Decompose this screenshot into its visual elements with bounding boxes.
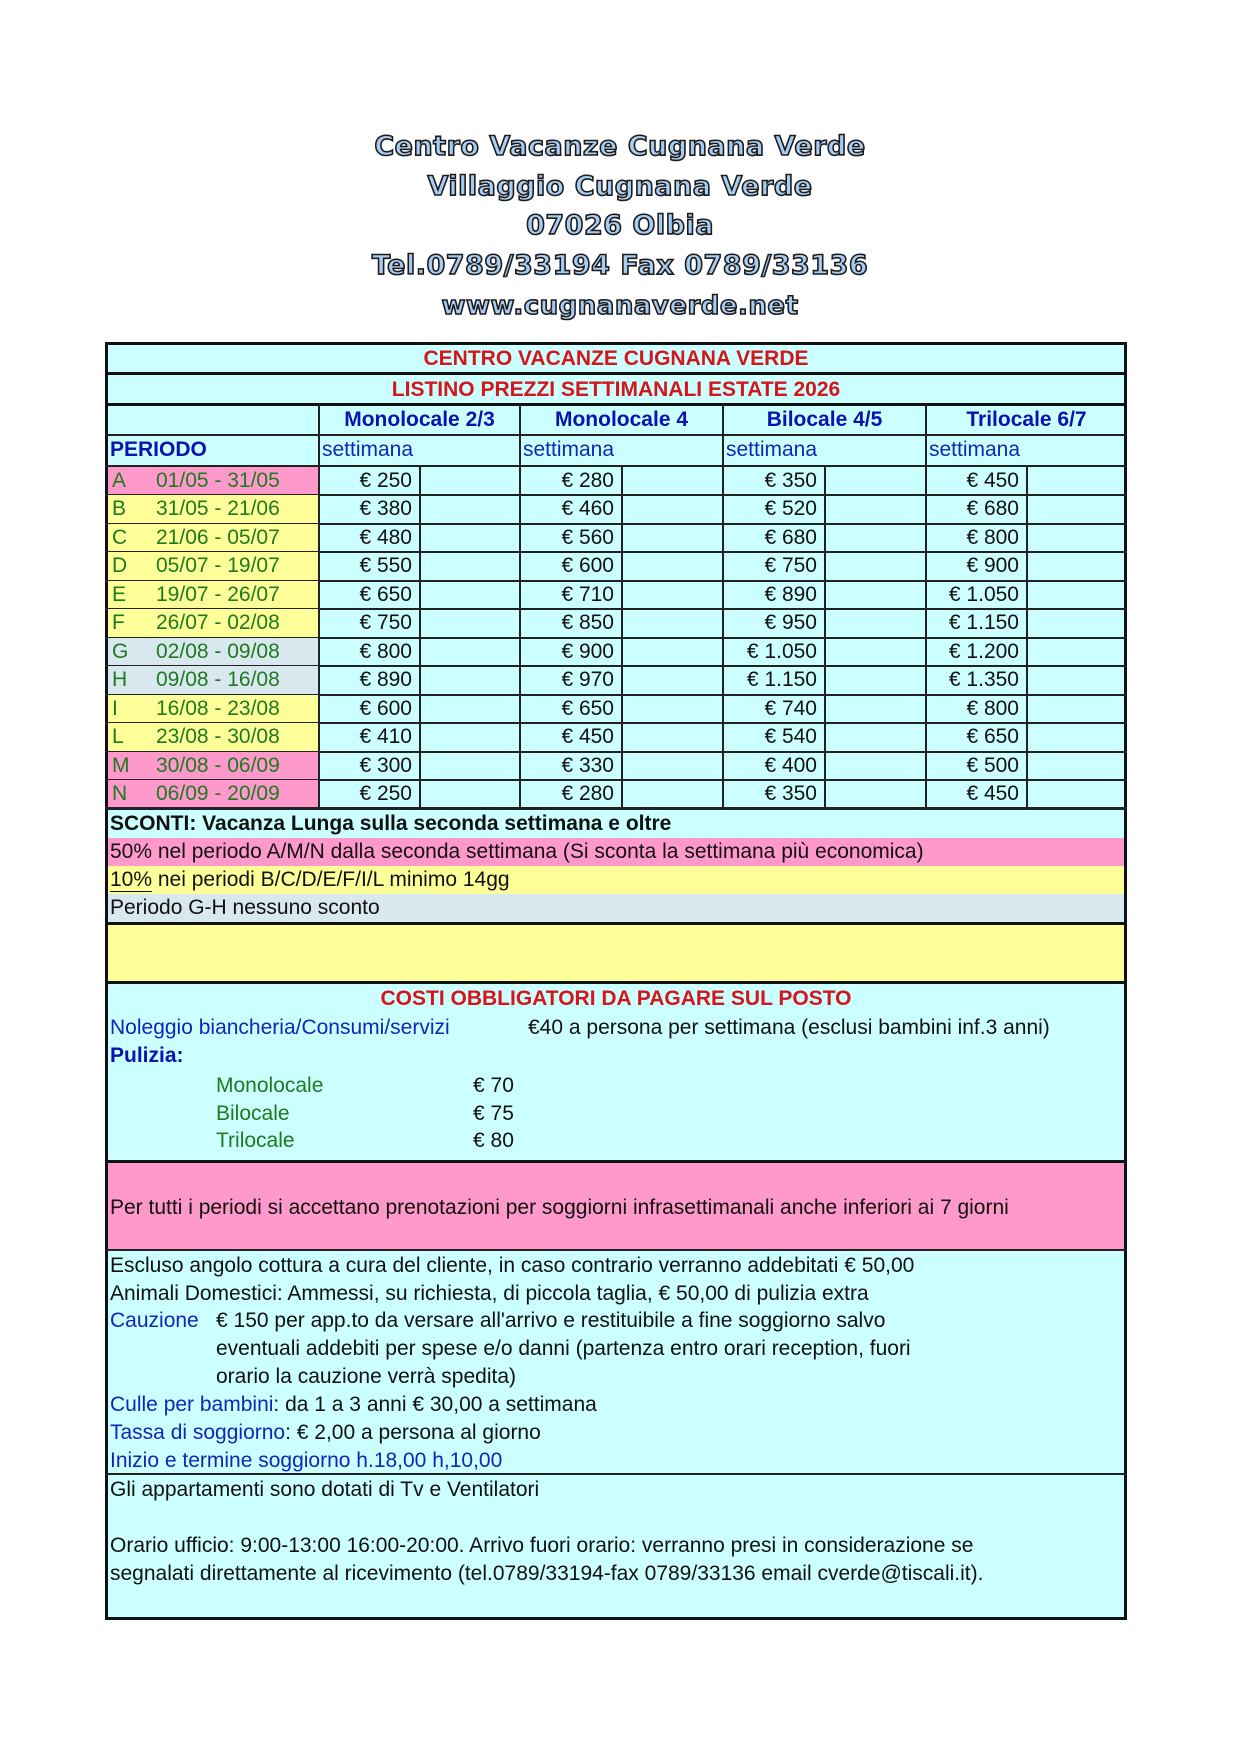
office-hours-line-2: segnalati direttamente al ricevimento (tel.0789/33194-fax 0789/33136 email cverde@tiscali.it). <box>110 1562 984 1585</box>
price-cell: € 400 <box>764 753 817 777</box>
period-dates: 19/07 - 26/07 <box>156 582 280 606</box>
price-cell: € 520 <box>764 497 817 521</box>
column-header-trilocale-6-7: Trilocale 6/7 <box>966 408 1087 431</box>
price-cell: € 250 <box>359 469 412 492</box>
price-cell: € 1.050 <box>948 582 1019 606</box>
header-title: Centro Vacanze Cugnana Verde <box>374 131 866 162</box>
unit-label: settimana <box>322 438 414 461</box>
price-cell: € 250 <box>359 781 412 805</box>
discount-gh: Periodo G-H nessuno sconto <box>110 896 380 919</box>
period-letter: F <box>112 611 125 635</box>
period-dates: 31/05 - 21/06 <box>156 497 280 521</box>
cots-value: : da 1 a 3 anni € 30,00 a settimana <box>273 1393 597 1416</box>
linen-label: Noleggio biancheria/Consumi/servizi <box>110 1016 450 1039</box>
price-cell: € 1.150 <box>746 668 817 692</box>
price-cell: € 800 <box>966 696 1019 720</box>
price-cell: € 560 <box>561 525 614 549</box>
column-header-bilocale-4-5: Bilocale 4/5 <box>766 408 883 431</box>
period-letter: G <box>112 639 129 663</box>
price-cell: € 650 <box>561 696 614 720</box>
period-letter: H <box>112 668 128 692</box>
cleaning-label: Pulizia: <box>110 1044 184 1067</box>
price-cell: € 550 <box>359 554 412 578</box>
short-stay-section <box>108 1163 1124 1249</box>
period-letter: C <box>112 525 128 549</box>
price-cell: € 750 <box>359 611 412 635</box>
price-cell: € 740 <box>764 696 817 720</box>
price-cell: € 380 <box>359 497 412 521</box>
period-dates: 30/08 - 06/09 <box>156 753 280 777</box>
period-dates: 26/07 - 02/08 <box>156 611 280 635</box>
checkin-note: Inizio e termine soggiorno h.18,00 h,10,00 <box>110 1449 503 1472</box>
unit-label: settimana <box>929 438 1021 461</box>
price-cell: € 900 <box>561 639 614 663</box>
period-letter: E <box>112 582 127 606</box>
period-cell <box>108 524 318 552</box>
price-cell: € 710 <box>561 582 614 606</box>
period-cell <box>108 467 318 495</box>
discount-row-pink <box>108 838 1124 866</box>
price-cell: € 330 <box>561 753 614 777</box>
short-stay-note: Per tutti i periodi si accettano prenotazioni per soggiorni infrasettimanali anche inferiori ai 7 giorni <box>110 1196 1009 1219</box>
price-cell: € 800 <box>359 639 412 663</box>
price-cell: € 450 <box>966 781 1019 805</box>
period-letter: I <box>112 696 118 720</box>
deposit-line-1: € 150 per app.to da versare all'arrivo e restituibile a fine soggiorno salvo <box>216 1309 886 1332</box>
period-label: PERIODO <box>110 438 207 461</box>
cleaning-price: € 70 <box>473 1074 514 1097</box>
tax-note <box>110 1419 541 1447</box>
price-cell: € 650 <box>359 582 412 606</box>
price-cell: € 950 <box>764 611 817 635</box>
period-letter: N <box>112 781 128 805</box>
deposit-label: Cauzione <box>110 1309 199 1332</box>
price-cell: € 1.200 <box>948 639 1019 663</box>
period-cell <box>108 752 318 780</box>
period-letter: B <box>112 497 127 521</box>
discount-amn: 50% nel periodo A/M/N dalla seconda settimana (Si sconta la settimana più economica) <box>110 840 924 863</box>
discount-heading: SCONTI: Vacanza Lunga sulla seconda settimana e oltre <box>110 812 672 835</box>
header-village: Villaggio Cugnana Verde <box>427 171 813 202</box>
period-dates: 16/08 - 23/08 <box>156 696 280 720</box>
price-cell: € 1.050 <box>746 639 817 663</box>
pets-note: Animali Domestici: Ammessi, su richiesta, di piccola taglia, € 50,00 di pulizia extra <box>110 1282 869 1305</box>
price-cell: € 850 <box>561 611 614 635</box>
period-cell <box>108 495 318 523</box>
price-cell: € 450 <box>561 725 614 749</box>
discount-bcdefil: 10% nei periodi B/C/D/E/F/I/L minimo 14gg <box>110 868 510 891</box>
cleaning-type: Monolocale <box>216 1074 324 1097</box>
footer-section <box>108 1475 1124 1617</box>
column-header-monolocale-2-3: Monolocale 2/3 <box>344 408 495 431</box>
price-cell: € 280 <box>561 781 614 805</box>
period-cell <box>108 780 318 808</box>
price-cell: € 280 <box>561 469 614 492</box>
price-cell: € 800 <box>966 525 1019 549</box>
period-dates: 23/08 - 30/08 <box>156 725 280 749</box>
mandatory-costs-section <box>108 984 1124 1152</box>
price-cell: € 650 <box>966 725 1019 749</box>
period-cell <box>108 552 318 580</box>
kitchen-note: Escluso angolo cottura a cura del cliente, in caso contrario verranno addebitati € 50,00 <box>110 1254 915 1277</box>
header-address: 07026 Olbia <box>526 210 714 241</box>
price-cell: € 900 <box>966 554 1019 578</box>
tax-label: Tassa di soggiorno <box>110 1421 286 1444</box>
price-cell: € 410 <box>359 725 412 749</box>
linen-value: €40 a persona per settimana (esclusi bambini inf.3 anni) <box>528 1016 1050 1039</box>
price-cell: € 970 <box>561 668 614 692</box>
mandatory-costs-title: COSTI OBBLIGATORI DA PAGARE SUL POSTO <box>380 987 852 1010</box>
period-letter: L <box>112 725 124 749</box>
tax-value: : € 2,00 a persona al giorno <box>285 1421 541 1444</box>
price-cell: € 680 <box>966 497 1019 521</box>
unit-label: settimana <box>523 438 615 461</box>
period-letter: M <box>112 753 130 777</box>
price-cell: € 750 <box>764 554 817 578</box>
empty-yellow-band <box>108 925 1124 981</box>
period-cell <box>108 638 318 666</box>
price-cell: € 480 <box>359 525 412 549</box>
period-cell <box>108 723 318 751</box>
price-cell: € 540 <box>764 725 817 749</box>
cleaning-type: Bilocale <box>216 1102 290 1125</box>
period-dates: 06/09 - 20/09 <box>156 781 280 805</box>
price-cell: € 890 <box>764 582 817 606</box>
notes-section <box>108 1251 1124 1472</box>
deposit-line-3: orario la cauzione verrà spedita) <box>216 1365 516 1388</box>
period-letter: A <box>112 469 127 492</box>
price-cell: € 300 <box>359 753 412 777</box>
price-cell: € 500 <box>966 753 1019 777</box>
price-cell: € 450 <box>966 469 1019 492</box>
period-cell <box>108 581 318 609</box>
price-cell: € 1.350 <box>948 668 1019 692</box>
cots-label: Culle per bambini <box>110 1393 274 1416</box>
office-hours-line-1: Orario ufficio: 9:00-13:00 16:00-20:00. Arrivo fuori orario: verranno presi in considerazione se <box>110 1534 974 1557</box>
table-title: CENTRO VACANZE CUGNANA VERDE <box>423 347 809 370</box>
cleaning-type: Trilocale <box>216 1129 295 1152</box>
price-cell: € 890 <box>359 668 412 692</box>
price-cell: € 350 <box>764 469 817 492</box>
price-cell: € 460 <box>561 497 614 521</box>
table-subtitle: LISTINO PREZZI SETTIMANALI ESTATE 2026 <box>391 378 841 401</box>
unit-label: settimana <box>726 438 818 461</box>
period-cell <box>108 695 318 723</box>
price-cell: € 600 <box>359 696 412 720</box>
cleaning-price: € 75 <box>473 1102 514 1125</box>
header-website[interactable]: www.cugnanaverde.net <box>441 291 799 321</box>
period-dates: 21/06 - 05/07 <box>156 525 280 549</box>
period-dates: 05/07 - 19/07 <box>156 554 280 578</box>
header-phone-fax: Tel.0789/33194 Fax 0789/33136 <box>371 250 869 281</box>
period-cell <box>108 666 318 694</box>
discount-row-yellow <box>108 866 1124 894</box>
period-letter: D <box>112 554 128 578</box>
period-cell <box>108 609 318 637</box>
price-cell: € 350 <box>764 781 817 805</box>
cots-note <box>110 1391 597 1419</box>
column-header-monolocale-4: Monolocale 4 <box>554 408 689 431</box>
deposit-line-2: eventuali addebiti per spese e/o danni (partenza entro orari reception, fuori <box>216 1337 911 1360</box>
cleaning-price: € 80 <box>473 1129 514 1152</box>
amenities-note: Gli appartamenti sono dotati di Tv e Ventilatori <box>110 1478 540 1501</box>
price-cell: € 680 <box>764 525 817 549</box>
discount-row-grey <box>108 894 1124 922</box>
price-cell: € 600 <box>561 554 614 578</box>
period-dates: 01/05 - 31/05 <box>156 469 280 492</box>
period-dates: 02/08 - 09/08 <box>156 639 280 663</box>
price-cell: € 1.150 <box>948 611 1019 635</box>
period-dates: 09/08 - 16/08 <box>156 668 280 692</box>
